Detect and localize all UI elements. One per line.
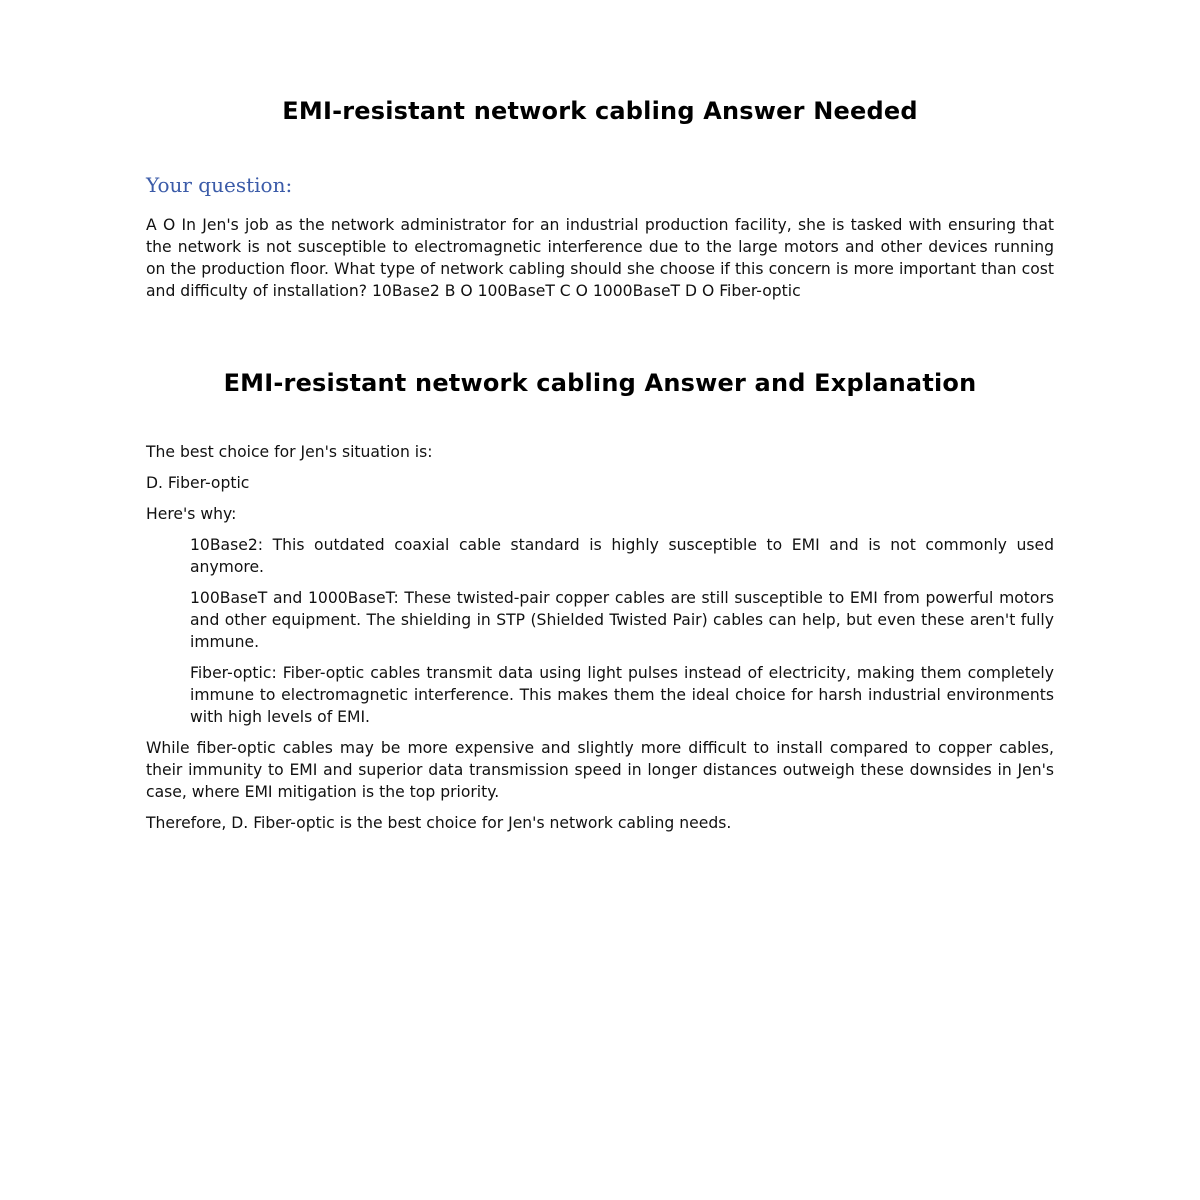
closing-paragraph: While fiber-optic cables may be more expensive and slightly more difficult to install compared to copper cables, their immunity to EMI and superior data transmission speed in longer distances outweigh these downsides in Jen's case, where EMI mitigation is the top priority.: [146, 739, 1054, 801]
answer-intro: The best choice for Jen's situation is:: [146, 443, 433, 461]
reason-item-10base2: 10Base2: This outdated coaxial cable standard is highly susceptible to EMI and is not commonly used anymore.: [190, 536, 1054, 576]
reasons-list: [146, 534, 1054, 728]
conclusion-paragraph: Therefore, D. Fiber-optic is the best choice for Jen's network cabling needs.: [146, 814, 732, 832]
document-content: [146, 96, 1054, 843]
answer-section: [146, 441, 1054, 834]
reason-item-fiber-optic: Fiber-optic: Fiber-optic cables transmit data using light pulses instead of electricity, making them completely immune to electromagnetic interference. This makes them the ideal choice for harsh industrial environments with high levels of EMI.: [190, 664, 1054, 726]
your-question-label: Your question:: [146, 173, 293, 197]
answer-choice: D. Fiber-optic: [146, 474, 250, 492]
question-text: A O In Jen's job as the network administrator for an industrial production facility, she is tasked with ensuring that the network is not susceptible to electromagnetic interference due to the large motors and other devices running on the production floor. What type of network cabling should she choose if this concern is more important than cost and difficulty of installation? 10Base2 B O 100BaseT C O 1000BaseT D O Fiber-optic: [146, 216, 1054, 300]
reason-item-twisted-pair: 100BaseT and 1000BaseT: These twisted-pair copper cables are still susceptible to EMI from powerful motors and other equipment. The shielding in STP (Shielded Twisted Pair) cables can help, but even these aren't fully immune.: [190, 589, 1054, 651]
why-label: Here's why:: [146, 505, 237, 523]
question-heading: EMI-resistant network cabling Answer Needed: [282, 97, 918, 125]
answer-heading: EMI-resistant network cabling Answer and Explanation: [223, 369, 977, 397]
